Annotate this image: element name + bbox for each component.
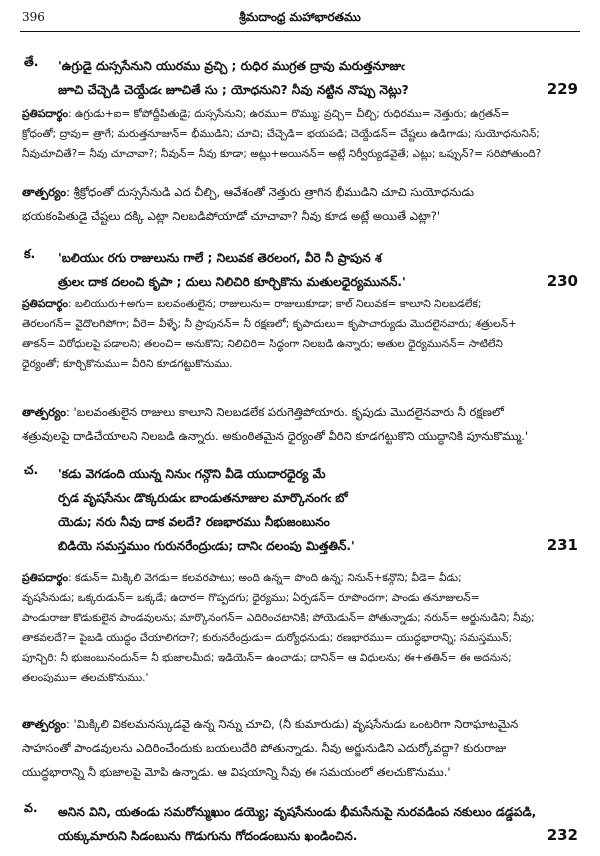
running-title: శ్రీమదాంధ్ర మహాభారతము <box>239 10 361 24</box>
verse-line: యెడు; నరు నీవు దాక వలదే? రణభారము నీభుజంబునం <box>58 515 330 529</box>
summary-line: శత్రువులపై దాడిచేయాలని నిలబడి ఉన్నారు. అకుంఠితమైన ధైర్యంతో వీరిని కూడగట్టుకొని యుద్ధానికి పూనుకొమ్ము.' <box>22 429 529 443</box>
verse-line: బిడియె సమస్తముం గురునరేంద్రుఁడు; దానిఁ దలంపు మిత్తతిన్.' <box>58 539 355 553</box>
meaning-line: క్రోధంతో; ద్రావు= త్రాగే; మరుత్తనూజున్= భీముడిని; చూచి; చేచ్చెడి= భయపడి; చెయ్దేడన్= చేష్టలు ఉడిగాడు; సుయోధనునిన్; <box>22 128 540 140</box>
summary-key: తాత్పర్యం <box>22 185 66 199</box>
meaning-line: : ఉగ్రుడు+ఐ= కోపోద్దీపితుడై; దుస్ససేనుని; ఉరము= రొమ్ము; వ్రచ్చి= చీల్చి; రుధిరము= నెత్తురు; ఉగ్రతన్= <box>68 108 510 120</box>
verse-number: 232 <box>546 826 578 844</box>
meaning-line: తలంపుము= తలచుకొనుము.' <box>22 672 149 684</box>
verse-number: 229 <box>546 80 578 98</box>
verse-line: 'ఉగ్రుడై దుస్ససేనుని యురము వ్రచ్చి ; రుధిర ముగ్రత ద్రావు మరుత్తనూజుఁ <box>58 59 405 73</box>
summary-line: భయకంపితుడై చేష్టలు దక్కి ఎట్లా నిలబడిపోయాడో చూచావా? నీవు కూడ అట్లే అయితే ఎట్లా?' <box>22 209 441 223</box>
verse-number: 231 <box>546 536 578 554</box>
verse-line: యక్కుమారుని సిడంబును గొడుగును గోదండంబును ఖండించిన. <box>58 829 358 843</box>
summary-line: సాహసంతో పాండవులను ఎదిరించేందుకు బయలుదేరి పోతున్నాడు. నీవు అర్జునుడిని ఎదుర్కోవద్దా? కురురాజు <box>22 741 507 755</box>
verse-meter-label: క. <box>24 246 36 261</box>
verse-meter-label: తే. <box>24 54 39 69</box>
meaning-line: ధైర్యంతో; కూర్చికొనుము= వీరిని కూడగట్టుకొనుము. <box>22 358 233 370</box>
summary-230 <box>22 400 578 448</box>
verse-229 <box>24 54 578 102</box>
meaning-key: ప్రతిపదార్థం <box>22 572 69 584</box>
word-meaning-230 <box>22 294 578 374</box>
summary-229 <box>22 180 578 228</box>
word-meaning-231 <box>22 568 578 688</box>
meaning-line: పాండురాజు కొడుకులైన పాండవులను; మార్కొనంగన్= ఎదిరించటానికి; పోయెడున్= పోతున్నాడు; నరున్= అర్జునుడిని; నీవు; <box>22 612 535 624</box>
meaning-key: ప్రతిపదార్థం <box>22 108 69 120</box>
summary-key: తాత్పర్యం <box>22 717 66 731</box>
meaning-line: వృషసేనుడు; ఒక్కరుడున్= ఒక్కడే; ఉదార= గొప్పదగు; ధైర్యము; ఏర్పడన్= రూపొందగా; పాండు తనూజులన్= <box>22 592 480 604</box>
verse-line: 'బలియుఁ రగు రాజులును గాలే ; నిలువక తెరలంగ, వీరె నీ ప్రాపున శ <box>58 251 382 265</box>
page-header <box>22 10 578 30</box>
verse-line: త్రులఁ దాక దలంచి కృపా ; దులు నిలిచిరి కూర్చికొను మతులధైర్యమునన్.' <box>58 275 406 289</box>
summary-line: : 'బలవంతులైన రాజులు కాలూని నిలబడలేక పరుగెత్తిపోయారు. కృపుడు మొదలైనవారు నీ రక్షణలో <box>65 405 504 419</box>
meaning-line: : బలియురు+అగు= బలవంతులైన; రాజులును= రాజులుకూడా; కాల్ నిలువక= కాలూని నిలబడలేక; <box>68 298 482 310</box>
verse-number: 230 <box>546 272 578 290</box>
verse-231 <box>24 462 578 558</box>
verse-meter-label: చ. <box>24 462 39 477</box>
meaning-line: తాకవలదే?= పైబడి యుద్ధం చేయాలిగదా?; కురునరేంద్రుడు= దుర్యోధనుడు; రణభారము= యుద్ధభారాన్ని; సమస్తమున్; <box>22 632 513 644</box>
verse-line: 'కడు వెగడంది యున్న నినుఁ గన్గొని వీడె యుదారధైర్య మే <box>58 467 326 481</box>
word-meaning-229 <box>22 104 578 164</box>
verse-232 <box>24 800 578 848</box>
verse-line: జూచి చేచ్చెడి చెయ్దేడఁ జూచితే సు ; యోధనుని? నీవు నట్టిన నొప్పు నెట్లు? <box>58 83 409 97</box>
meaning-line: తెరలంగన్= వైదొలగిపోగా; వీరె= వీళ్ళే; నీ ప్రాపునన్= నీ రక్షణలో; కృపాదులు= కృపాచార్యుడు మొదలైనవారు; శత్రులన్+ <box>22 318 517 330</box>
verse-line: అనిన విని, యతండు సమరోన్ముఖుం డయ్యె; వృషసేనుండు భీమసేనుపై నురవడింప నకులుం డడ్డపడి, <box>58 805 537 819</box>
page-number: 396 <box>22 10 45 24</box>
summary-line: : శ్రీక్రోధంతో దుస్ససేనుడి ఎద చీల్చి, ఆవేశంతో నెత్తురు త్రాగిన భీముడిని చూచి సుయోధనుడు <box>65 185 475 199</box>
meaning-line: : కడున్= మిక్కిలి వెగడు= కలవరపాటు; అంది ఉన్న= పొంది ఉన్న; నినున్+కన్గొని; వీడె= వీడు; <box>68 572 462 584</box>
meaning-line: తాకన్= విరోధులపై పడాలని; తలంచి= అనుకొని; నిలిచిరి= సిద్ధంగా నిలబడి ఉన్నారు; అతుల ధైర్యమునన్= సాటిలేని <box>22 338 503 350</box>
verse-230 <box>24 246 578 294</box>
summary-231 <box>22 712 578 784</box>
summary-line: యుద్ధభారాన్ని నీ భుజాలపై మోపి ఉన్నాడు. ఆ విషయాన్ని నీవు ఈ సమయంలో తలచుకొనుము.' <box>22 765 451 779</box>
summary-key: తాత్పర్యం <box>22 405 66 419</box>
header-rule <box>20 31 580 32</box>
meaning-line: పూన్చిరి: నీ భుజంబునందున్= నీ భుజాలమీద; ఇడియెన్= ఉంచాడు; దానిన్= ఆ విధులను; ఈ+తతిన్= ఈ అదనున; <box>22 652 512 664</box>
meaning-line: నీవుచూచితే?= నీవు చూచావా?; నీవున్= నీవు కూడా; అట్లు+అయినన్= అట్లే నిర్వీర్యుడవైతే; ఎట్లు; ఒప్పున్?= సరిపోతుంది? <box>22 148 542 160</box>
verse-line: ర్పడ వృషసేనుఁ డొక్కరుడుఁ బాండుతనూజుల మార్కొనంగఁ బో <box>58 491 348 505</box>
verse-meter-label: వ. <box>24 800 38 815</box>
summary-line: : 'మిక్కిలి వికలమనస్కుడవై ఉన్న నిన్ను చూచి, (నీ కుమారుడు) వృషసేనుడు ఒంటరిగా నిరాఘాటమైన <box>65 717 519 731</box>
meaning-key: ప్రతిపదార్థం <box>22 298 69 310</box>
